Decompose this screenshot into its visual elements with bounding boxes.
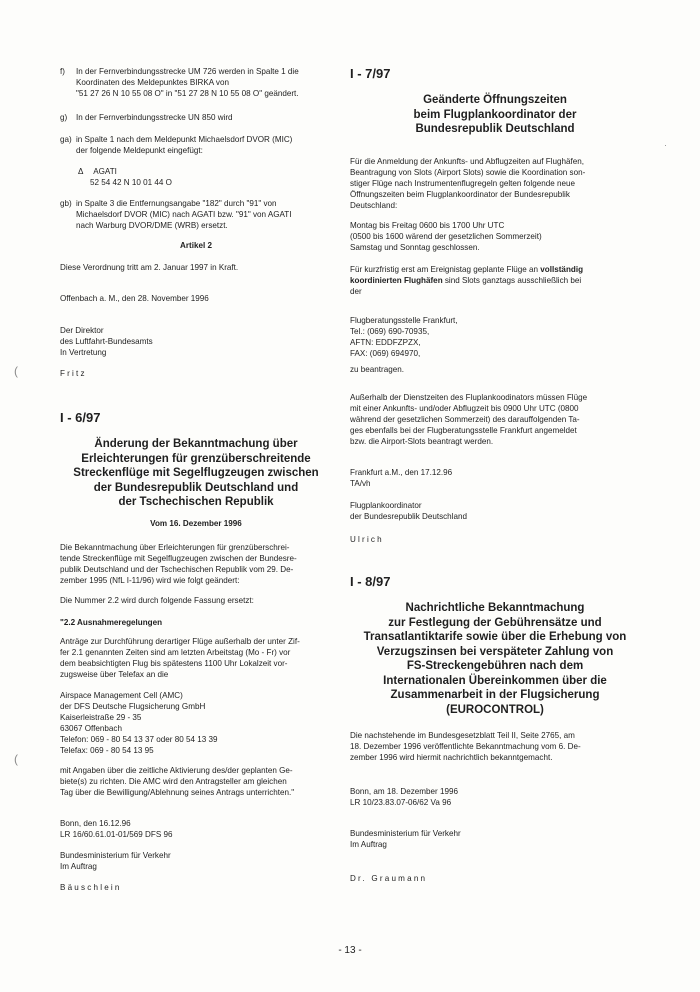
- address-block: [60, 690, 218, 756]
- text-run-bold: vollständig: [540, 265, 584, 274]
- text-line: Beantragung von Slots (Airport Slots) sowie die Koordination son-: [350, 168, 586, 177]
- text-line: Bonn, den 16.12.96: [60, 819, 131, 828]
- paragraph: [60, 636, 332, 680]
- item-label: f): [60, 67, 65, 76]
- paragraph: [350, 392, 640, 447]
- margin-mark: ·: [664, 140, 667, 150]
- text-line: Bonn, am 18. Dezember 1996: [350, 787, 458, 796]
- text-line: In der Fernverbindungsstrecke UM 726 werden in Spalte 1 die: [76, 67, 299, 76]
- text-line: Deutschland:: [350, 201, 398, 210]
- text-line: fer 2.1 genannten Zeiten sind am letzten Arbeitstag (Mo - Fr) vor: [60, 648, 291, 657]
- page-number: - 13 -: [338, 945, 362, 956]
- paragraph: [350, 264, 640, 297]
- item-label: gb): [60, 199, 72, 208]
- text-line: mit einer Ankunfts- und/oder Abflugzeit bis 0900 Uhr UTC (0800: [350, 404, 579, 413]
- text-line: Michaelsdorf DVOR (MIC) nach AGATI bzw. "91" von AGATI: [76, 210, 292, 219]
- triangle-icon: Δ: [78, 167, 83, 176]
- text-line: zember 1995 (NfL I-11/96) wird wie folgt geändert:: [60, 576, 240, 585]
- margin-mark: (: [14, 752, 18, 766]
- text-line: tende Streckenflüge mit Segelflugzeugen zwischen der Bundesre-: [60, 554, 297, 563]
- text-line: der folgende Meldepunkt eingefügt:: [76, 146, 203, 155]
- text-line: Im Auftrag: [60, 862, 97, 871]
- text-line: FAX: (069) 694970,: [350, 349, 421, 358]
- text-line: Koordinaten des Meldepunktes BIRKA von: [76, 78, 229, 87]
- title-line: zur Festlegung der Gebührensätze und: [388, 616, 602, 629]
- text-line: Flugberatungsstelle Frankfurt,: [350, 316, 458, 325]
- reference-block: [350, 467, 452, 489]
- text-line: des Luftfahrt-Bundesamts: [60, 337, 153, 346]
- text-line: AFTN: EDDFZPZX,: [350, 338, 421, 347]
- waypoint-name: AGATI: [93, 167, 117, 176]
- waypoint-agati: [78, 166, 278, 188]
- title-line: (EUROCONTROL): [446, 703, 544, 716]
- text-line: "51 27 26 N 10 55 08 O" in "51 27 28 N 10 55 08 O" geändert.: [76, 89, 299, 98]
- text-line: zu beantragen.: [350, 365, 405, 374]
- text-line: Montag bis Freitag 0600 bis 1700 Uhr UTC: [350, 221, 505, 230]
- text-line: Telefon: 069 - 80 54 13 37 oder 80 54 13 39: [60, 735, 218, 744]
- reference-block: [60, 818, 173, 840]
- section-id: I - 6/97: [60, 410, 101, 425]
- title-line: der Tschechischen Republik: [118, 496, 274, 508]
- text-line: Bundesministerium für Verkehr: [60, 851, 171, 860]
- text-line: während der gesetzlichen Sommerzeit) des darauffolgenden Ta-: [350, 415, 580, 424]
- text-line: dem beabsichtigten Flug bis spätestens 1100 Uhr Lokalzeit vor-: [60, 659, 288, 668]
- text-line: Frankfurt a.M., den 17.12.96: [350, 468, 453, 477]
- text-run: Für kurzfristig erst am Ereignistag geplante Flüge an: [350, 265, 541, 274]
- section-title: [350, 93, 640, 137]
- signer-name: Dr. Graumann: [350, 874, 428, 883]
- text-line: [350, 275, 640, 286]
- text-line: mit Angaben über die zeitliche Aktivierung des/der geplanten Ge-: [60, 766, 293, 775]
- title-line: Zusammenarbeit in der Flugsicherung: [390, 689, 600, 701]
- paragraph: [350, 730, 640, 763]
- text-line: Diese Verordnung tritt am 2. Januar 1997 in Kraft.: [60, 263, 239, 272]
- text-line: Samstag und Sonntag geschlossen.: [350, 243, 480, 252]
- text-line: in Spalte 3 die Entfernungsangabe "182" durch "91" von: [76, 199, 277, 208]
- item-gb: [60, 198, 332, 231]
- opening-hours: [350, 220, 542, 253]
- text-line: 18. Dezember 1996 veröffentlichte Bekanntmachung vom 6. De-: [350, 742, 581, 751]
- text-line: Im Auftrag: [350, 840, 387, 849]
- text-line: (0500 bis 1600 wärend der gesetzlichen Sommerzeit): [350, 232, 542, 241]
- reference-block: [350, 786, 458, 808]
- text-line: Bundesministerium für Verkehr: [350, 829, 461, 838]
- title-line: Streckenflüge mit Segelflugzeugen zwischen: [73, 467, 319, 479]
- text-run: sind Slots ganztags ausschließlich bei: [442, 276, 582, 285]
- text-line: publik Deutschland und der Tschechischen Republik vom 29. De-: [60, 565, 294, 574]
- signer-name: Fritz: [60, 369, 87, 378]
- signer-name: Ulrich: [350, 535, 384, 544]
- text-line: Der Direktor: [60, 326, 104, 335]
- title-line: Verzugszinsen bei verspäteter Zahlung von: [376, 645, 614, 658]
- section-title: [60, 437, 332, 510]
- section-title: [350, 601, 640, 717]
- text-line: Tag über die Bewilligung/Ablehnung seines Antrags unterrichten.": [60, 788, 295, 797]
- item-g: [60, 112, 332, 123]
- title-line: Transatlantiktarife sowie über die Erhebung von: [363, 631, 627, 643]
- text-line: ges ebenfalls bei der Flugberatungsstelle Frankfurt angemeldet: [350, 426, 577, 435]
- title-line: Bundesrepublik Deutschland: [415, 123, 575, 135]
- margin-mark: (: [14, 364, 18, 378]
- title-line: Erleichterungen für grenzüberschreitende: [81, 452, 311, 465]
- text-line: biete(s) zu richten. Die AMC wird den Antragsteller am gleichen: [60, 777, 287, 786]
- text-line: Kaiserleistraße 29 - 35: [60, 713, 142, 722]
- text-line: In der Fernverbindungsstrecke UN 850 wird: [76, 113, 233, 122]
- title-line: Nachrichtliche Bekanntmachung: [405, 602, 585, 614]
- text-line: nach Warburg DVOR/DME (WRB) ersetzt.: [76, 221, 228, 230]
- article-heading: Artikel 2: [180, 241, 212, 250]
- text-line: Anträge zur Durchführung derartiger Flüge außerhalb der unter Zif-: [60, 637, 300, 646]
- text-line: Außerhalb der Dienstzeiten des Fluplankoodinators müssen Flüge: [350, 393, 588, 402]
- paragraph: [60, 765, 332, 798]
- text-line: Telefax: 069 - 80 54 13 95: [60, 746, 154, 755]
- text-run-bold: koordinierten Flughäfen: [350, 276, 443, 285]
- signature-block: [60, 325, 153, 358]
- text-line: Airspace Management Cell (AMC): [60, 691, 183, 700]
- item-label: ga): [60, 135, 72, 144]
- section-id: I - 7/97: [350, 66, 391, 81]
- text-line: Öffnungszeiten beim Flugplankoordinator der Bundesrepublik: [350, 190, 570, 199]
- text-line: 63067 Offenbach: [60, 724, 122, 733]
- text-line: LR 16/60.61.01-01/569 DFS 96: [60, 830, 173, 839]
- text-line: TA/vh: [350, 479, 371, 488]
- contact-block: [350, 315, 458, 359]
- text-line: Für die Anmeldung der Ankunfts- und Abflugzeiten auf Flughäfen,: [350, 157, 584, 166]
- title-line: der Bundesrepublik Deutschland und: [93, 481, 299, 494]
- text-line: der DFS Deutsche Flugsicherung GmbH: [60, 702, 206, 711]
- title-line: FS-Streckengebühren nach dem: [406, 660, 584, 672]
- section-date: Vom 16. Dezember 1996: [150, 519, 242, 528]
- text-line: Die Bekanntmachung über Erleichterungen für grenzüberschrei-: [60, 543, 290, 552]
- text-line: In Vertretung: [60, 348, 107, 357]
- text-line: LR 10/23.83.07-06/62 Va 96: [350, 798, 452, 807]
- text-line: Flugplankoordinator: [350, 501, 422, 510]
- text-line: der: [350, 287, 362, 296]
- title-line: Internationalen Übereinkommen über die: [383, 674, 607, 687]
- text-line: Die nachstehende im Bundesgesetzblatt Teil II, Seite 2765, am: [350, 731, 575, 740]
- text-line: zember 1996 wird hiermit nachrichtlich bekanntgemacht.: [350, 753, 553, 762]
- subheading: "2.2 Ausnahmeregelungen: [60, 618, 163, 627]
- paragraph: [60, 542, 332, 586]
- item-label: g): [60, 113, 68, 122]
- signature-block: [350, 828, 461, 850]
- text-line: stiger Flüge nach Instrumentenflugregeln gelten folgende neue: [350, 179, 575, 188]
- title-line: beim Flugplankoordinator der: [413, 108, 577, 121]
- place-date: Offenbach a. M., den 28. November 1996: [60, 294, 209, 303]
- paragraph: [350, 156, 640, 211]
- waypoint-coords: 52 54 42 N 10 01 44 O: [90, 178, 172, 187]
- item-ga: [60, 134, 332, 156]
- signer-name: Bäuschlein: [60, 883, 122, 892]
- title-line: Änderung der Bekanntmachung über: [94, 438, 298, 450]
- text-line: Die Nummer 2.2 wird durch folgende Fassung ersetzt:: [60, 596, 254, 605]
- signature-block: [60, 850, 171, 872]
- text-line: in Spalte 1 nach dem Meldepunkt Michaelsdorf DVOR (MIC): [76, 135, 293, 144]
- text-line: [350, 264, 640, 275]
- text-line: der Bundesrepublik Deutschland: [350, 512, 467, 521]
- title-line: Geänderte Öffnungszeiten: [423, 94, 567, 106]
- text-line: zugsweise über Telefax an die: [60, 670, 169, 679]
- text-line: Tel.: (069) 690-70935,: [350, 327, 430, 336]
- signature-block: [350, 500, 467, 522]
- item-f: [60, 66, 332, 99]
- text-line: bzw. die Airport-Slots beantragt werden.: [350, 437, 494, 446]
- section-id: I - 8/97: [350, 574, 391, 589]
